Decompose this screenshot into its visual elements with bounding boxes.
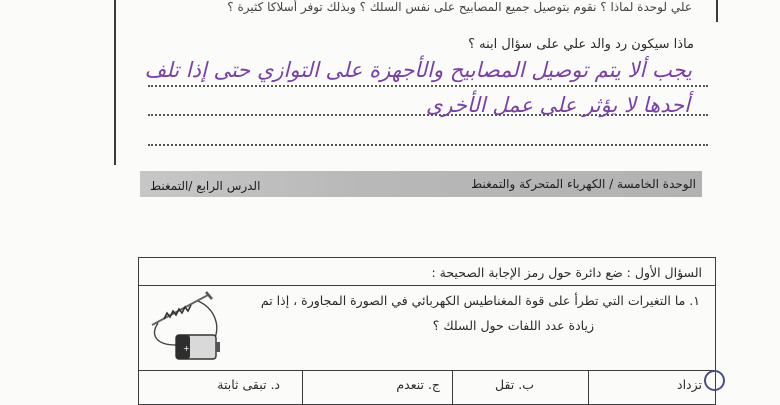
question-text: ماذا سيكون رد والد علي على سؤال ابنه ؟	[468, 37, 694, 52]
option-divider-3	[588, 370, 589, 405]
answer-dotted-line-3	[148, 144, 708, 146]
cut-off-text-line: علي لوحدة لماذا ؟ نقوم بتوصيل جميع المصابيح على نفس السلك ؟ وبذلك توفر أسلاكا كثيرة ؟	[227, 0, 692, 14]
answer-dotted-line-1	[148, 85, 708, 87]
nail-with-coil	[152, 292, 212, 325]
options-rule	[138, 370, 716, 371]
option-divider-1	[302, 370, 303, 405]
electromagnet-illustration	[146, 289, 228, 365]
question-1-line-2: زيادة عدد اللفات حول السلك ؟	[432, 318, 594, 333]
handwritten-answer-line-2: أحدها لا يؤثر على عمل الأخرى	[426, 93, 690, 117]
handwritten-answer-line-1: يجب ألا يتم توصيل المصابيح والأجهزة على التوازي حتى إذا تلف	[144, 58, 692, 82]
battery-icon	[176, 335, 220, 359]
page-margin-line	[114, 0, 116, 165]
question-heading-rule	[138, 285, 716, 286]
question-1-line-1: ١. ما التغيرات التي تطرأ على قوة المغناطيس الكهربائي في الصورة المجاورة ، إذا تم	[260, 293, 700, 308]
question-heading: السؤال الأول : ضع دائرة حول رمز الإجابة الصحيحة :	[431, 265, 702, 280]
unit-title: الوحدة الخامسة / الكهرباء المتحركة والتمغنط	[471, 177, 696, 191]
page-margin-line-right	[716, 0, 718, 22]
option-b[interactable]: ب. تقل	[495, 377, 534, 392]
selected-answer-circle[interactable]	[704, 370, 725, 391]
svg-text:+: +	[183, 344, 190, 353]
lesson-title: الدرس الرابع /التمغنط	[150, 179, 261, 193]
option-divider-2	[452, 370, 453, 405]
option-d[interactable]: د. تبقى ثابتة	[217, 377, 280, 392]
option-c[interactable]: ج. تنعدم	[396, 377, 440, 392]
option-a[interactable]: تزداد	[677, 377, 702, 392]
